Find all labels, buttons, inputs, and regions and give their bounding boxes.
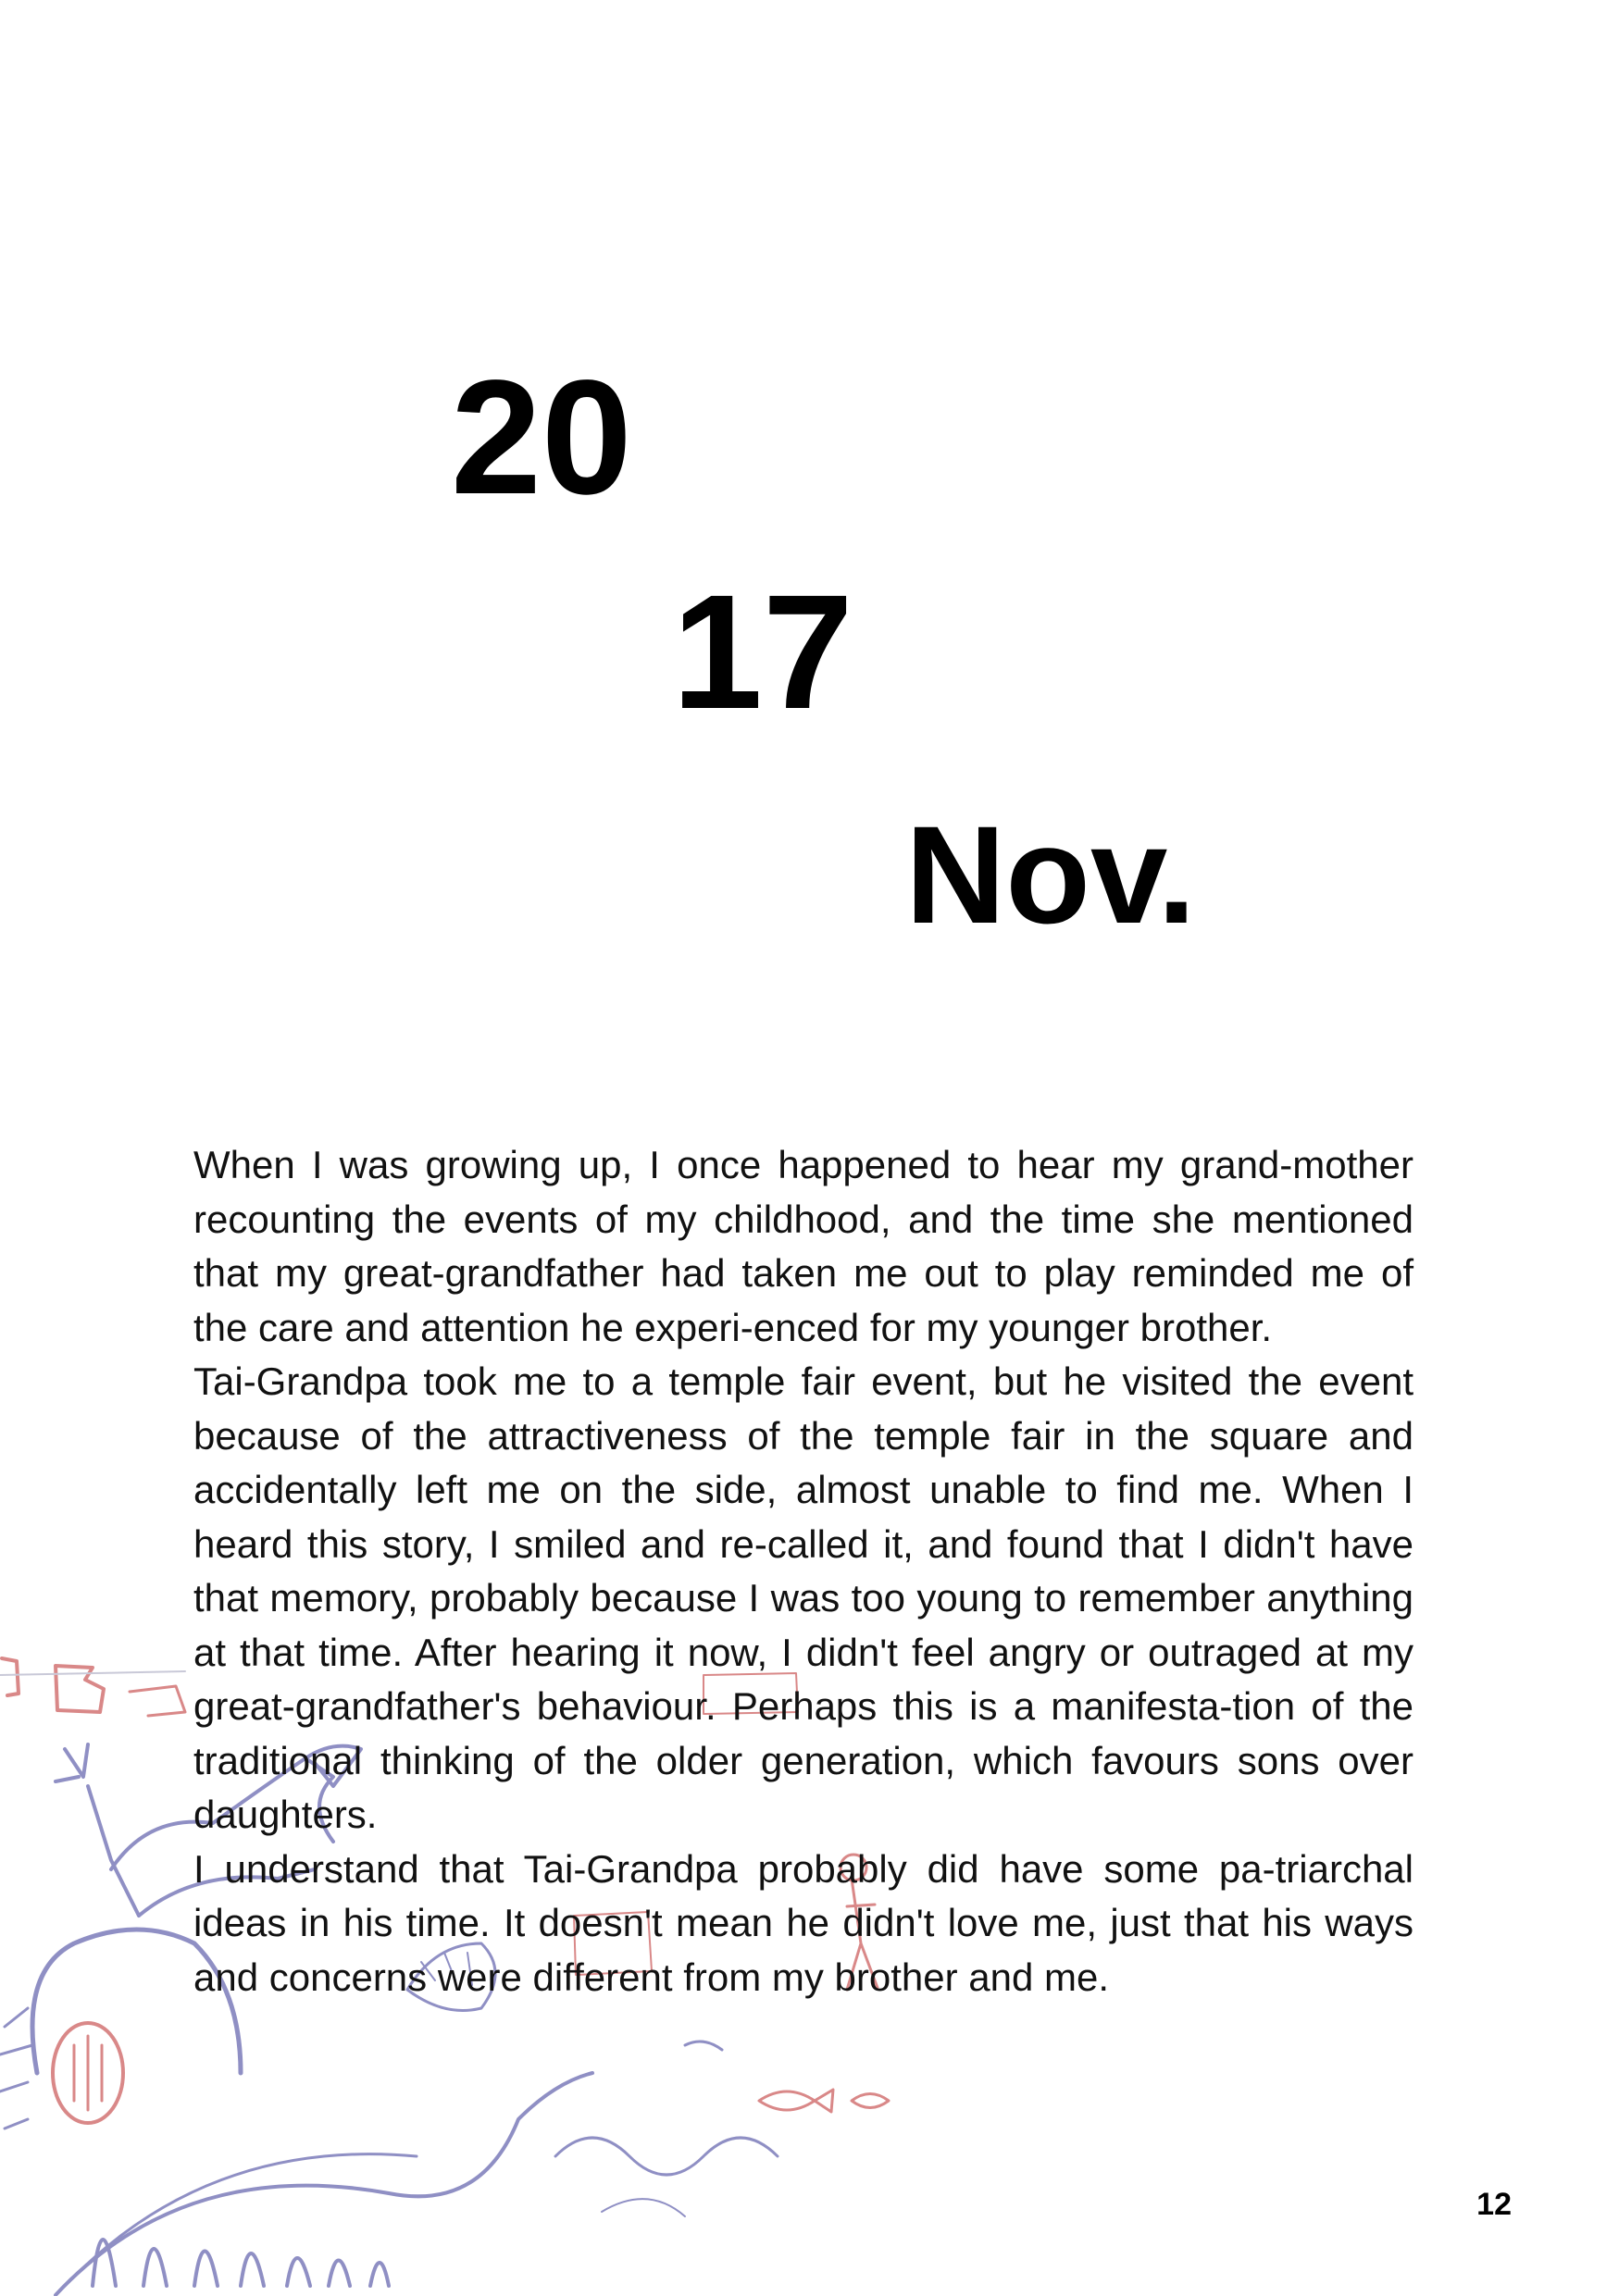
date-month: Nov. xyxy=(905,797,1196,952)
paragraph-patriarchal-ideas: I understand that Tai-Grandpa probably did have some pa-triarchal ideas in his time. It doesn't mean he didn't love me, just that his ways and concerns were different from my brother and me. xyxy=(193,1846,1414,1999)
date-year-second-half: 17 xyxy=(672,562,853,743)
body-text xyxy=(193,1138,1414,2004)
page-number: 12 xyxy=(1476,2187,1512,2222)
date-year-first-half: 20 xyxy=(451,347,632,528)
paragraph-temple-fair: Tai-Grandpa took me to a temple fair event, but he visited the event because of the attractiveness of the temple fair in the square and accidentally left me on the side, almost unable to find me. When I heard this story, I smiled and re-called it, and found that I didn't have that memory, probably because I was too young to remember anything at that time. After hearing it now, I didn't feel angry or outraged at my great-grandfather's behaviour. Perhaps this is a manifesta-tion of the traditional thinking of the older generation, which favours sons over daughters. xyxy=(193,1359,1414,1836)
paragraph-childhood-story: When I was growing up, I once happened to hear my grand-mother recounting the events of my childhood, and the time she mentioned that my great-grandfather had taken me out to play reminded me of the care and attention he experi-enced for my younger brother. xyxy=(193,1143,1414,1349)
